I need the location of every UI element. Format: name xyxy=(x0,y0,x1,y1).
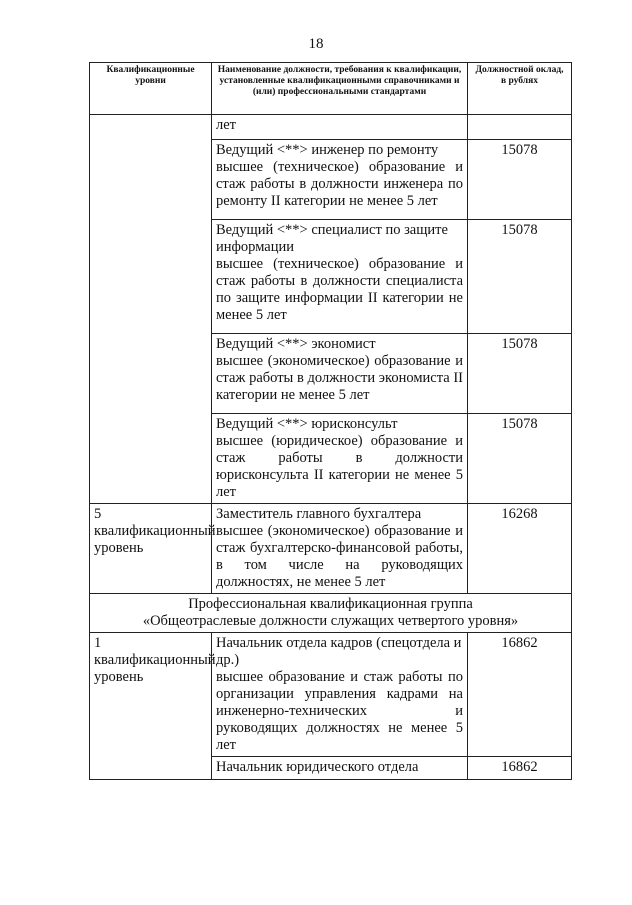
header-position: Наименование должности, требования к квалификации, установленные квалификационными справочниками и (или) профессиональными стандартами xyxy=(212,63,468,115)
salary-cell: 16268 xyxy=(468,504,572,594)
position-title: Ведущий <**> специалист по защите информации xyxy=(216,222,448,255)
table-row xyxy=(90,633,572,757)
position-title: Заместитель главного бухгалтера xyxy=(216,506,422,522)
continuation-row xyxy=(90,115,572,140)
position-cell xyxy=(212,220,468,334)
group-header-line2: «Общеотраслевые должности служащих четвертого уровня» xyxy=(142,613,519,629)
position-title: Начальник юридического отдела xyxy=(216,759,419,775)
position-requirements: высшее (техническое) образование и стаж работы в должности специалиста по защите информации II категории не менее 5 лет xyxy=(216,256,463,323)
level-cell-empty xyxy=(90,115,212,504)
salary-table xyxy=(89,62,572,780)
level-cell: 1 квалификационный уровень xyxy=(90,633,212,780)
table-header-row xyxy=(90,63,572,115)
continuation-salary xyxy=(468,115,572,140)
position-requirements: высшее (юридическое) образование и стаж работы в должности юрисконсульта II категории не менее 5 лет xyxy=(216,433,463,500)
position-title: Ведущий <**> инженер по ремонту xyxy=(216,142,439,158)
group-header xyxy=(90,594,572,633)
position-title: Начальник отдела кадров (спецотдела и др.) xyxy=(216,635,462,668)
position-cell xyxy=(212,633,468,757)
position-cell xyxy=(212,414,468,504)
header-level: Квалификационные уровни xyxy=(90,63,212,115)
position-requirements: высшее образование и стаж работы по организации управления кадрами на инженерно-технических и руководящих должностях не менее 5 лет xyxy=(216,669,463,753)
header-salary: Должностной оклад, в рублях xyxy=(468,63,572,115)
position-cell xyxy=(212,334,468,414)
group-header-row xyxy=(90,594,572,633)
salary-cell: 15078 xyxy=(468,414,572,504)
position-title: Ведущий <**> юрисконсульт xyxy=(216,416,398,432)
position-cell xyxy=(212,140,468,220)
group-header-line1: Профессиональная квалификационная группа xyxy=(188,596,473,612)
position-cell xyxy=(212,504,468,594)
level-cell: 5 квалификационный уровень xyxy=(90,504,212,594)
salary-cell: 15078 xyxy=(468,140,572,220)
position-cell xyxy=(212,757,468,780)
salary-cell: 15078 xyxy=(468,334,572,414)
salary-cell: 15078 xyxy=(468,220,572,334)
page-number: 18 xyxy=(308,36,324,52)
continuation-text: лет xyxy=(212,115,468,140)
position-requirements: высшее (экономическое) образование и стаж бухгалтерско-финансовой работы, в том числе на руководящих должностях, не менее 5 лет xyxy=(216,523,463,590)
salary-cell: 16862 xyxy=(468,757,572,780)
position-requirements: высшее (техническое) образование и стаж работы в должности инженера по ремонту II категории не менее 5 лет xyxy=(216,159,463,209)
table-row xyxy=(90,504,572,594)
salary-cell: 16862 xyxy=(468,633,572,757)
position-title: Ведущий <**> экономист xyxy=(216,336,376,352)
position-requirements: высшее (экономическое) образование и стаж работы в должности экономиста II категории не менее 5 лет xyxy=(216,353,463,403)
